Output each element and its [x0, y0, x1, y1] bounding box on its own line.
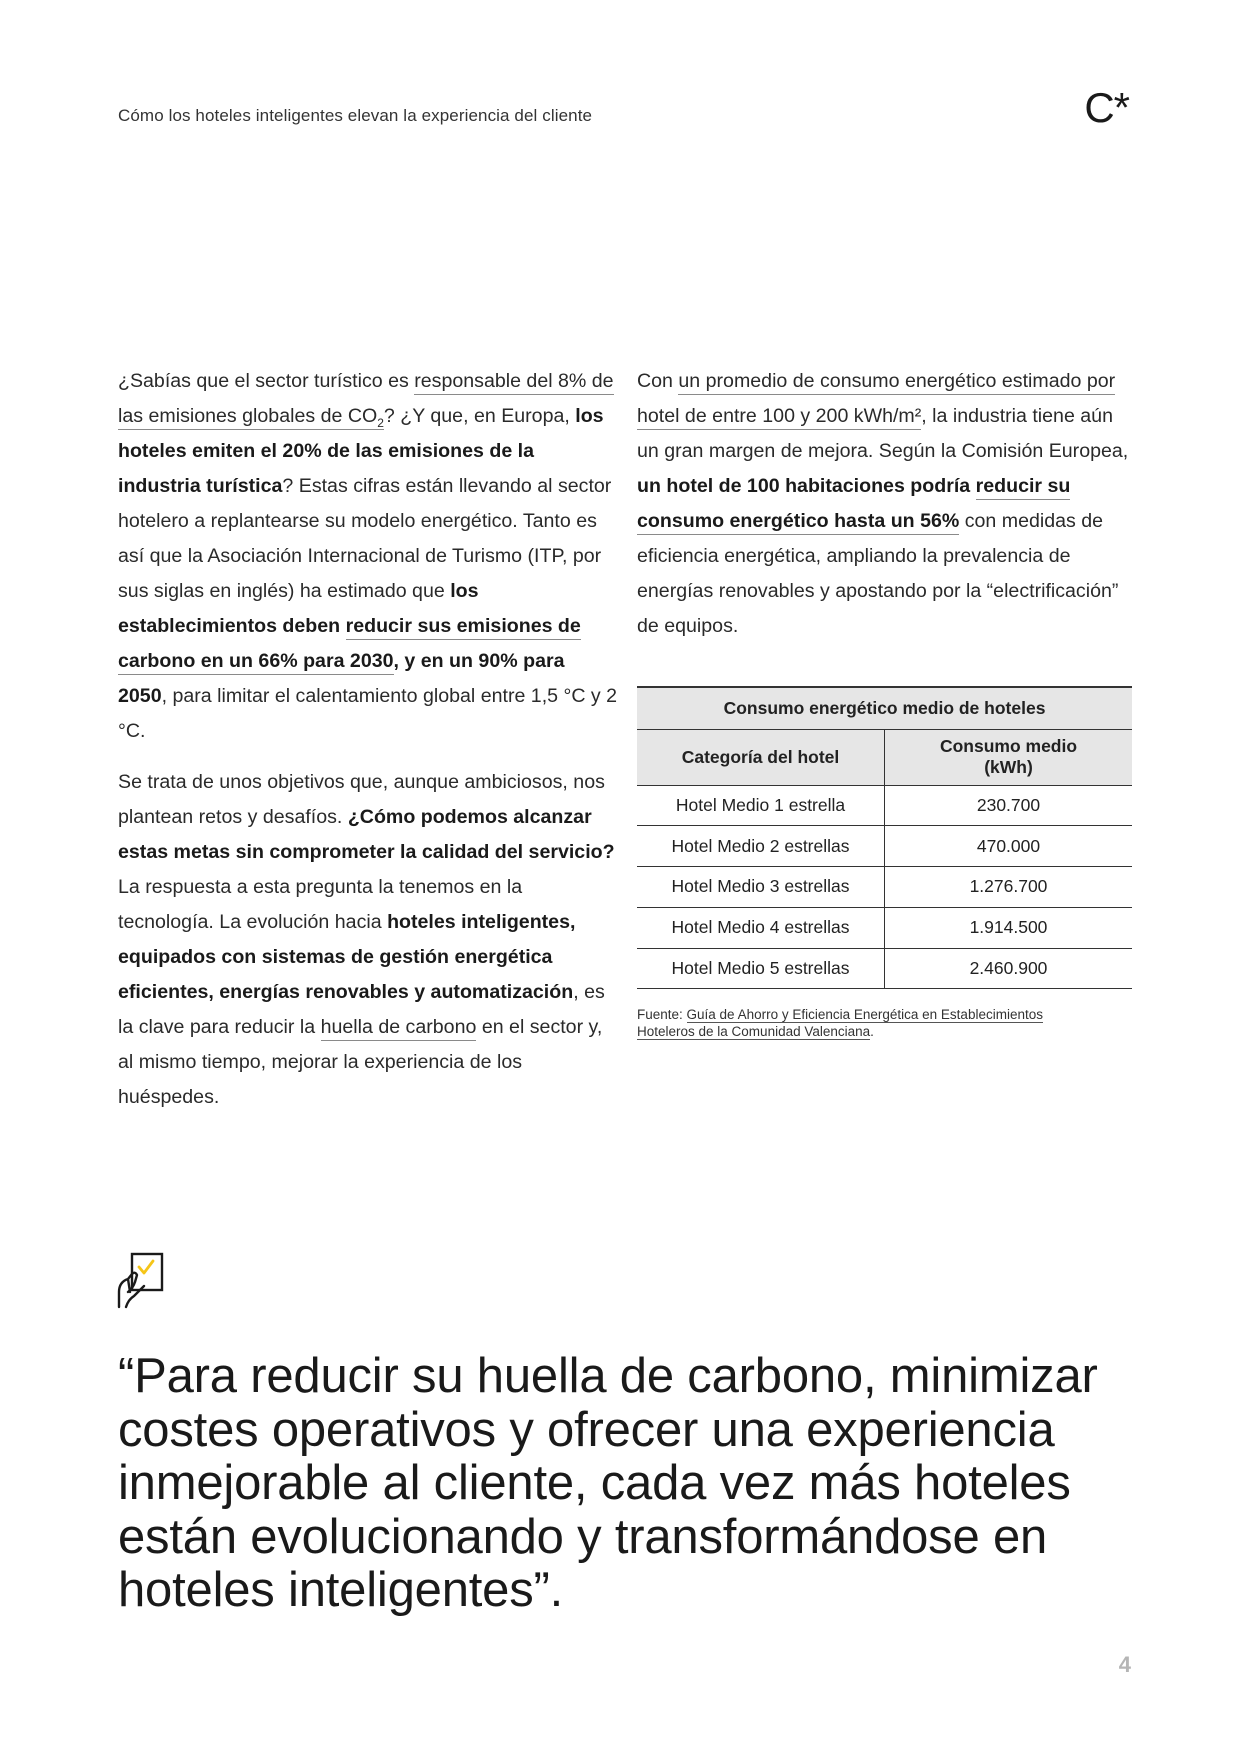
bold-text: ¿Cómo podemos alcanzar estas metas sin comprometer la calidad del servicio?: [118, 806, 615, 863]
table-row: [637, 826, 1132, 867]
column-header-category: Categoría del hotel: [637, 729, 885, 785]
table-row: [637, 867, 1132, 908]
table-caption: Consumo energético medio de hoteles: [637, 687, 1132, 729]
document-header-title: Cómo los hoteles inteligentes elevan la experiencia del cliente: [118, 106, 593, 125]
pull-quote: “Para reducir su huella de carbono, minimizar costes operativos y ofrecer una experiencia inmejorable al cliente, cada vez más hoteles están evolucionando y transformándose en hoteles inteligentes”.: [118, 1349, 1098, 1617]
energy-paragraph: [637, 364, 1132, 644]
column-header-consumption: Consumo medio (kWh): [885, 729, 1133, 785]
bold-text-span: , y en un 90% para 2050: [118, 650, 565, 707]
left-column: [118, 364, 618, 1131]
text-span: ? ¿Y que, en Europa,: [383, 405, 576, 427]
source-end: .: [870, 1024, 874, 1039]
right-column: [637, 364, 1132, 660]
table-cell-value: 1.276.700: [885, 867, 1133, 908]
table-cell-value: 1.914.500: [885, 907, 1133, 948]
energy-average-link[interactable]: un promedio de consumo energético estimado por hotel de entre 100 y 200 kWh/m²: [637, 370, 1115, 430]
carbon-reduction-link[interactable]: reducir sus emisiones de carbono en un 66% para 2030: [118, 615, 581, 675]
text-span: en el sector y, al mismo tiempo, mejorar la experiencia de los huéspedes.: [118, 1016, 603, 1108]
emissions-link-text: responsable del 8% de las emisiones globales de CO: [118, 370, 614, 427]
table-row: [637, 785, 1132, 826]
table-cell-category: Hotel Medio 1 estrella: [637, 785, 885, 826]
table-cell-value: 230.700: [885, 785, 1133, 826]
text-span: Con: [637, 370, 679, 392]
bold-text-span: un hotel de 100 habitaciones podría: [637, 475, 976, 497]
source-link[interactable]: Guía de Ahorro y Eficiencia Energética en Establecimientos Hoteleros de la Comunidad Valenciana: [637, 1007, 1043, 1039]
source-label: Fuente:: [637, 1007, 687, 1022]
energy-reduction-link[interactable]: reducir su consumo energético hasta un 56%: [637, 475, 1070, 535]
text-span: , la industria tiene aún un gran margen de mejora. Según la Comisión Europea,: [637, 405, 1129, 462]
text-span: , para limitar el calentamiento global entre 1,5 °C y 2 °C.: [118, 685, 618, 742]
challenges-paragraph: [118, 765, 618, 1115]
text-span: ? Estas cifras están llevando al sector hotelero a replantearse su modelo energético. Tanto es así que la Asociación Internacional de Turismo (ITP, por sus siglas en inglés) ha estimado que: [118, 475, 612, 602]
hand-checkmark-icon: [116, 1252, 166, 1310]
bold-text: hoteles inteligentes, equipados con sistemas de gestión energética eficientes, energías renovables y automatización: [118, 911, 576, 1003]
energy-consumption-table: [637, 686, 1132, 989]
text-span: ¿Sabías que el sector turístico es: [118, 370, 415, 392]
brand-logo: C*: [1084, 84, 1129, 131]
intro-paragraph: [118, 364, 618, 749]
table-cell-value: 2.460.900: [885, 948, 1133, 989]
page-number: 4: [1118, 1652, 1131, 1677]
bold-text-span: los establecimientos deben: [118, 580, 479, 637]
table-cell-category: Hotel Medio 3 estrellas: [637, 867, 885, 908]
table-cell-category: Hotel Medio 5 estrellas: [637, 948, 885, 989]
table-row: [637, 948, 1132, 989]
text-span: , es la clave para reducir la: [118, 981, 605, 1038]
carbon-footprint-link[interactable]: huella de carbono: [321, 1016, 477, 1041]
text-span: La respuesta a esta pregunta la tenemos en la tecnología. La evolución hacia: [118, 876, 523, 933]
co2-subscript: 2: [377, 415, 384, 430]
table-cell-category: Hotel Medio 4 estrellas: [637, 907, 885, 948]
table-cell-value: 470.000: [885, 826, 1133, 867]
table-cell-category: Hotel Medio 2 estrellas: [637, 826, 885, 867]
text-span: con medidas de eficiencia energética, ampliando la prevalencia de energías renovables y apostando por la “electrificación” de equipos.: [637, 510, 1119, 637]
table-row: [637, 907, 1132, 948]
table-source-note: [637, 1006, 1097, 1040]
text-span: Se trata de unos objetivos que, aunque ambiciosos, nos plantean retos y desafíos.: [118, 771, 605, 828]
bold-text: los hoteles emiten el 20% de las emisiones de la industria turística: [118, 405, 604, 497]
